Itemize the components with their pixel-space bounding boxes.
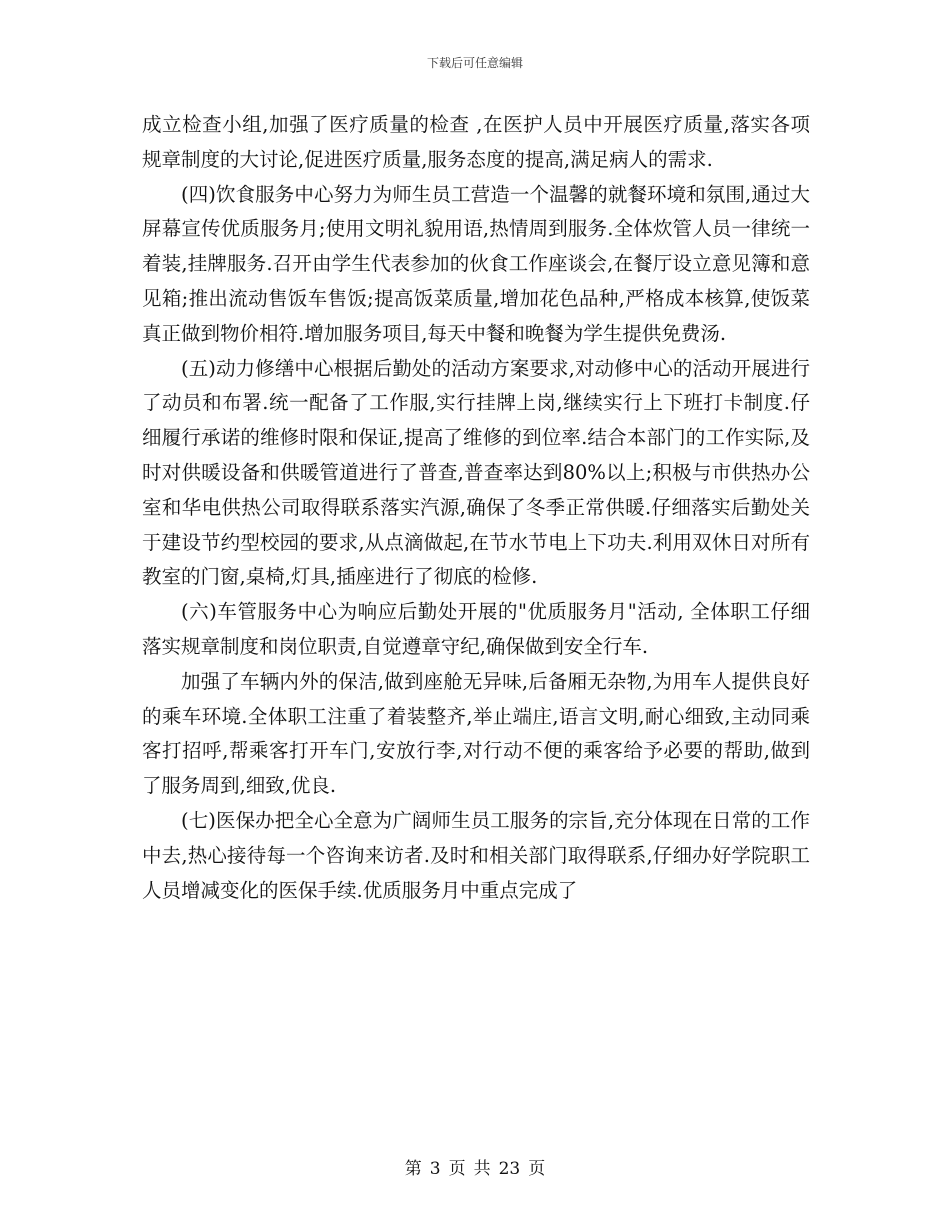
page-header-note: 下载后可任意编辑 bbox=[426, 56, 523, 70]
footer-page-word: 页 bbox=[448, 1159, 466, 1179]
paragraph-continuation: 成立检查小组,加强了医疗质量的检查 ,在医护人员中开展医疗质量,落实各项规章制度的大讨论,促进医疗质量,服务态度的提高,满足病人的需求. bbox=[142, 113, 810, 171]
footer-total-pages: 23 bbox=[498, 1159, 521, 1179]
page-footer bbox=[0, 1154, 950, 1179]
footer-prefix: 第 bbox=[404, 1159, 422, 1179]
paragraph-medical-insurance: (七)医保办把全心全意为广阔师生员工服务的宗旨,充分体现在日常的工作中去,热心接待每一个咨询来访者.及时和相关部门取得联系,仔细办好学院职工人员增减变化的医保手续.优质服务月中重点完成了 bbox=[142, 808, 810, 902]
document-body bbox=[142, 108, 810, 908]
footer-page-number: 3 bbox=[429, 1159, 441, 1179]
paragraph-vehicle: (六)车管服务中心为响应后勤处开展的"优质服务月"活动, 全体职工仔细落实规章制度和岗位职责,自觉遵章守纪,确保做到安全行车. bbox=[142, 600, 810, 658]
footer-suffix: 页 bbox=[528, 1159, 546, 1179]
paragraph-catering: (四)饮食服务中心努力为师生员工营造一个温馨的就餐环境和氛围,通过大屏幕宣传优质服务月;使用文明礼貌用语,热情周到服务.全体炊管人员一律统一着装,挂牌服务.召开由学生代表参加的伙食工作座谈会,在餐厅设立意见簿和意见箱;推出流动售饭车售饭;提高饭菜质量,增加花色品种,严格成本核算,使饭菜真正做到物价相符.增加服务项目,每天中餐和晚餐为学生提供免费汤. bbox=[142, 182, 810, 345]
footer-total-prefix: 共 bbox=[473, 1159, 491, 1179]
paragraph-vehicle-cleaning: 加强了车辆内外的保洁,做到座舱无异味,后备厢无杂物,为用车人提供良好的乘车环境.全体职工注重了着装整齐,举止端庄,语言文明,耐心细致,主动同乘客打招呼,帮乘客打开车门,安放行李,对行动不便的乘客给予必要的帮助,做到了服务周到,细致,优良. bbox=[142, 669, 810, 798]
paragraph-maintenance: (五)动力修缮中心根据后勤处的活动方案要求,对动修中心的活动开展进行了动员和布署.统一配备了工作服,实行挂牌上岗,继续实行上下班打卡制度.仔细履行承诺的维修时限和保证,提高了维修的到位率.结合本部门的工作实际,及时对供暖设备和供暖管道进行了普查,普查率达到80%以上;积极与市供热办公室和华电供热公司取得联系落实汽源,确保了冬季正常供暖.仔细落实后勤处关于建设节约型校园的要求,从点滴做起,在节水节电上下功夫.利用双休日对所有教室的门窗,桌椅,灯具,插座进行了彻底的检修. bbox=[142, 356, 810, 589]
